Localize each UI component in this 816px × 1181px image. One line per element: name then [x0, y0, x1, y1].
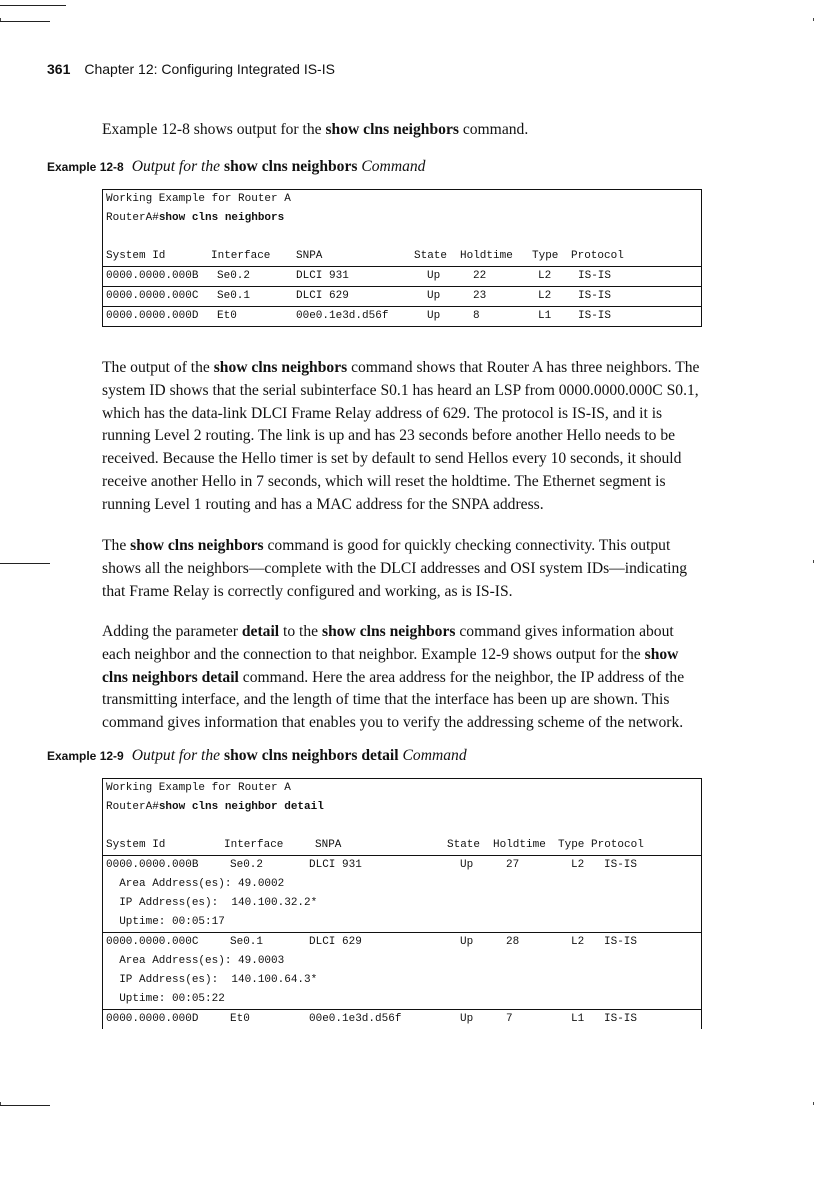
- output-title: Working Example for Router A: [106, 782, 291, 794]
- table-row: 0000.0000.000C Se0.1 DLCI 629 Up 28 L2 IS-IS: [103, 932, 701, 952]
- crop-mark-middle: [0, 563, 50, 564]
- crop-tick-right-bottom: [813, 1102, 814, 1105]
- table-row: 0000.0000.000D Et0 00e0.1e3d.d56f Up 7 L1 IS-IS: [103, 1009, 701, 1029]
- table-header: System Id Interface SNPA State Holdtime Type Protocol: [106, 250, 624, 262]
- crop-mark-bottom: [0, 1105, 50, 1106]
- crop-tick-right-top: [813, 18, 814, 21]
- blank-line: [103, 228, 701, 247]
- crop-mark-top-1: [0, 5, 66, 6]
- table-header: System Id Interface SNPA State Holdtime Type Protocol: [106, 839, 644, 851]
- paragraph-detail-parameter: Adding the parameter detail to the show clns neighbors command gives information about each neighbor and the connection to that neighbor. Example 12-9 shows output for the show clns neighbors detail command. Here the area address for the neighbor, the IP address of the transmitting interface, and the length of time that the interface has been up are shown. This command gives information that enables you to verify the addressing scheme of the network.: [102, 623, 685, 732]
- paragraph-connectivity: The show clns neighbors command is good for quickly checking connectivity. This output shows all the neighbors—complete with the DLCI addresses and OSI system IDs—indicating that Frame Relay is correctly configured and working, as is IS-IS.: [102, 537, 688, 600]
- crop-mark-top-2: [0, 21, 50, 22]
- example-12-9-caption: Example 12-9 Output for the show clns neighbors detail Command: [47, 747, 467, 764]
- crop-tick-left-top: [0, 18, 1, 21]
- table-row: 0000.0000.000D Et0 00e0.1e3d.d56f Up 8 L1 IS-IS: [103, 306, 701, 326]
- command-line: RouterA#show clns neighbor detail: [106, 801, 324, 813]
- page-number: 361: [47, 61, 71, 77]
- intro-paragraph: Example 12-8 shows output for the show clns neighbors command.: [102, 121, 529, 138]
- example-label: Example 12-8: [47, 160, 124, 174]
- crop-tick-left-bottom: [0, 1102, 1, 1105]
- crop-tick-right-middle: [813, 560, 814, 563]
- detail-uptime: Uptime: 00:05:22: [106, 993, 225, 1005]
- chapter-title: Chapter 12: Configuring Integrated IS-IS: [84, 61, 335, 77]
- detail-uptime: Uptime: 00:05:17: [106, 916, 225, 928]
- table-row: 0000.0000.000B Se0.2 DLCI 931 Up 27 L2 IS-IS: [103, 855, 701, 875]
- example-12-8-output: [102, 189, 702, 327]
- detail-ip-address: IP Address(es): 140.100.32.2*: [106, 897, 318, 909]
- blank-line: [103, 817, 701, 836]
- table-row: 0000.0000.000C Se0.1 DLCI 629 Up 23 L2 IS-IS: [103, 286, 701, 306]
- detail-area-address: Area Address(es): 49.0002: [106, 878, 285, 890]
- paragraph-neighbors-explanation: The output of the show clns neighbors command shows that Router A has three neighbors. The system ID shows that the serial subinterface S0.1 has heard an LSP from 0000.0000.000C S0.1, which has the data-link DLCI Frame Relay address of 629. The protocol is IS-IS, and it is running Level 2 routing. The link is up and has 23 seconds before another Hello needs to be received. Because the Hello timer is set by default to send Hellos every 10 seconds, it should receive another Hello in 7 seconds, which will reset the holdtime. The Ethernet segment is running Level 1 routing and has a MAC address for the SNPA address.: [102, 359, 700, 513]
- detail-ip-address: IP Address(es): 140.100.64.3*: [106, 974, 318, 986]
- output-title: Working Example for Router A: [106, 193, 291, 205]
- example-label: Example 12-9: [47, 749, 124, 763]
- table-row: 0000.0000.000B Se0.2 DLCI 931 Up 22 L2 IS-IS: [103, 266, 701, 286]
- example-12-9-output: [102, 778, 702, 1029]
- example-12-8-caption: Example 12-8 Output for the show clns neighbors Command: [47, 158, 426, 175]
- page-header: [47, 61, 335, 77]
- detail-area-address: Area Address(es): 49.0003: [106, 955, 285, 967]
- command-line: RouterA#show clns neighbors: [106, 212, 285, 224]
